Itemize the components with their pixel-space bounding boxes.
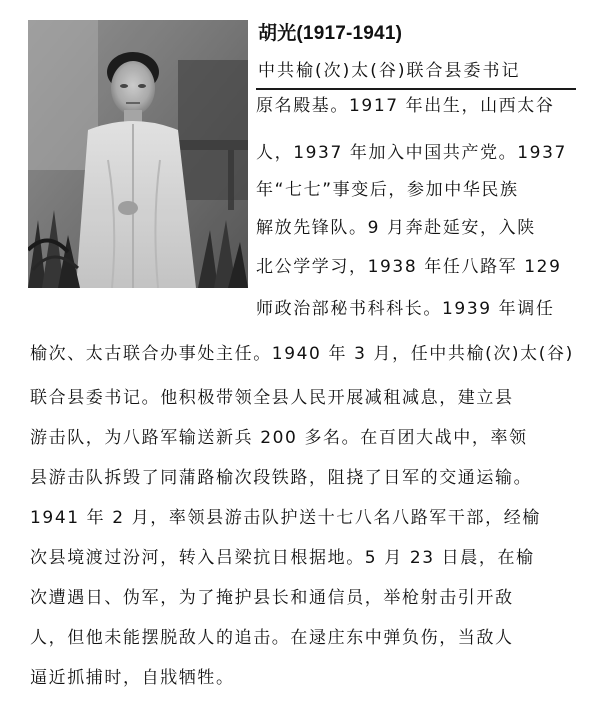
bio-line-2: 人，1937 年加入中国共产党。1937	[256, 143, 567, 163]
position-subtitle: 中共榆(次)太(谷)联合县委书记	[258, 61, 521, 81]
header-divider	[256, 88, 576, 90]
bio-line-7: 榆次、太古联合办事处主任。1940 年 3 月，任中共榆(次)太(谷)	[30, 344, 574, 364]
bio-line-4: 解放先锋队。9 月奔赴延安，入陕	[256, 218, 536, 238]
bio-line-9: 游击队，为八路军输送新兵 200 多名。在百团大战中，率领	[30, 428, 528, 448]
bio-line-3: 年“七七”事变后，参加中华民族	[256, 180, 519, 200]
bio-line-5: 北公学学习，1938 年任八路军 129	[256, 257, 562, 277]
bio-line-14: 人，但他未能摆脱敌人的追击。在逯庄东中弹负伤，当敌人	[30, 628, 514, 648]
portrait-image	[28, 20, 248, 288]
bio-line-1: 原名殿基。1917 年出生，山西太谷	[256, 96, 555, 116]
bio-line-15: 逼近抓捕时，自戕牺牲。	[30, 668, 235, 688]
portrait-photo	[28, 20, 248, 288]
bio-line-8: 联合县委书记。他积极带领全县人民开展减租减息，建立县	[30, 388, 514, 408]
bio-line-11: 1941 年 2 月，率领县游击队护送十七八名八路军干部，经榆	[30, 508, 541, 528]
bio-line-12: 次县境渡过汾河，转入吕梁抗日根据地。5 月 23 日晨，在榆	[30, 548, 535, 568]
bio-line-13: 次遭遇日、伪军，为了掩护县长和通信员，举枪射击引开敌	[30, 588, 514, 608]
person-name-title: 胡光(1917-1941)	[258, 23, 403, 44]
bio-line-10: 县游击队拆毁了同蒲路榆次段铁路，阻挠了日军的交通运输。	[30, 468, 533, 488]
bio-line-6: 师政治部秘书科科长。1939 年调任	[256, 299, 555, 319]
